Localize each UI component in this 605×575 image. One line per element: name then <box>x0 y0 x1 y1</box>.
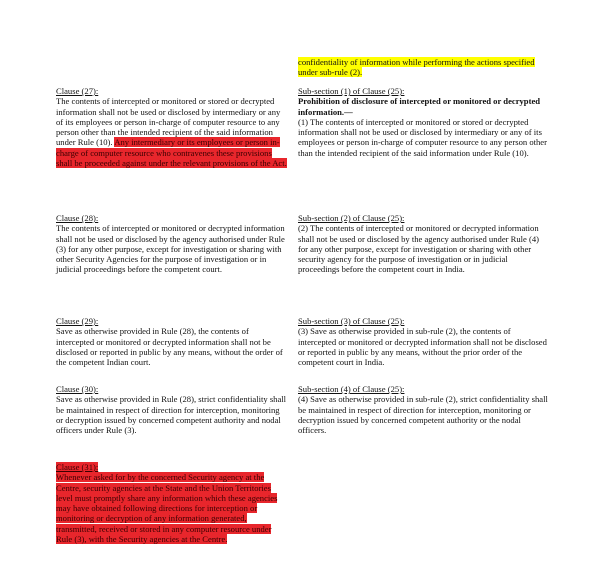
clause-27-highlight: Any intermediary or its employees or person in-charge of computer resource who contravenes these provisions shall be proceeded against under the relevant provisions of the Act. <box>56 137 287 169</box>
clause-27-text <box>56 96 288 168</box>
subsection-1-clause-25 <box>298 86 550 158</box>
clause-29-heading: Clause (29): <box>56 316 99 326</box>
clause-30-heading: Clause (30): <box>56 384 99 394</box>
clause-31 <box>56 462 288 544</box>
subsection-1-heading: Sub-section (1) of Clause (25): <box>298 86 405 96</box>
clause-28-heading: Clause (28): <box>56 213 99 223</box>
clause-30-body: Save as otherwise provided in Rule (28), strict confidentiality shall be maintained in respect of direction for interception, monitoring or decryption issued by concerned competent authority and nodal officers under Rule (3). <box>56 394 287 436</box>
subsection-2-body: (2) The contents of intercepted or monitored or decrypted information shall not be used or disclosed by the agency authorised under Rule (4) for any other purpose, except for investigation or sharing with other security agency for the purpose of investigation or in judicial proceedings before the competent court in India. <box>298 223 540 275</box>
clause-29 <box>56 316 288 367</box>
subsection-3-heading: Sub-section (3) of Clause (25): <box>298 316 405 326</box>
subsection-4-heading: Sub-section (4) of Clause (25): <box>298 384 405 394</box>
subsection-1-body: (1) The contents of intercepted or monitored or stored or decrypted information shall not be used or disclosed by intermediary or any of its employees or person in-charge of computer resource to any person other than the intended recipient of the said information under Rule (10). <box>298 116 547 158</box>
clause-27 <box>56 86 288 168</box>
clause-29-body: Save as otherwise provided in Rule (28), the contents of intercepted or monitored or decrypted information shall not be disclosed or reported in public by any means, without the order of the competent Indian court. <box>56 326 283 368</box>
subsection-3-body: (3) Save as otherwise provided in sub-rule (2), the contents of intercepted or monitored or decrypted information shall not be disclosed or reported in public by any means, without the prior order of the competent court in India. <box>298 326 547 368</box>
clause-28 <box>56 213 288 275</box>
clause-31-heading-line <box>56 462 288 472</box>
continuation-paragraph <box>298 57 550 78</box>
clause-27-body: The contents of intercepted or monitored or stored or decrypted information shall not be used or disclosed by intermediary or any of its employees or person in-charge of computer resource to any person other than the intended recipient of the said information under Rule (10). <box>56 96 281 148</box>
clause-27-heading: Clause (27): <box>56 86 99 96</box>
clause-28-body: The contents of intercepted or monitored or decrypted information shall not be used or disclosed by the agency authorised under Rule (3) for any other purpose, except for investigation or sharing with other Security Agencies for the purpose of investigation or in judicial proceedings before the competent court. <box>56 223 285 275</box>
subsection-4-clause-25 <box>298 384 550 435</box>
subsection-1-title: Prohibition of disclosure of intercepted or monitored or decrypted information.— <box>298 96 541 117</box>
continuation-text: confidentiality of information while performing the actions specified under sub-rule (2). <box>298 57 535 78</box>
clause-30 <box>56 384 288 435</box>
subsection-2-clause-25 <box>298 213 550 275</box>
subsection-2-heading: Sub-section (2) of Clause (25): <box>298 213 405 223</box>
clause-31-text <box>56 472 288 544</box>
subsection-4-body: (4) Save as otherwise provided in sub-rule (2), strict confidentiality shall be maintained in respect of direction for interception, monitoring or decryption issued by concerned competent authority or the nodal officers. <box>298 394 548 436</box>
subsection-3-clause-25 <box>298 316 550 367</box>
clause-31-heading: Clause (31): <box>56 462 99 472</box>
clause-31-highlight: Whenever asked for by the concerned Security agency at the Centre, security agencies at the State and the Union Territories level must promptly share any information which these agencies may have obtained following directions for interception or monitoring or decryption of any information generated, transmitted, received or stored in any computer resource under Rule (3), with the Security agencies at the Centre. <box>56 472 278 545</box>
